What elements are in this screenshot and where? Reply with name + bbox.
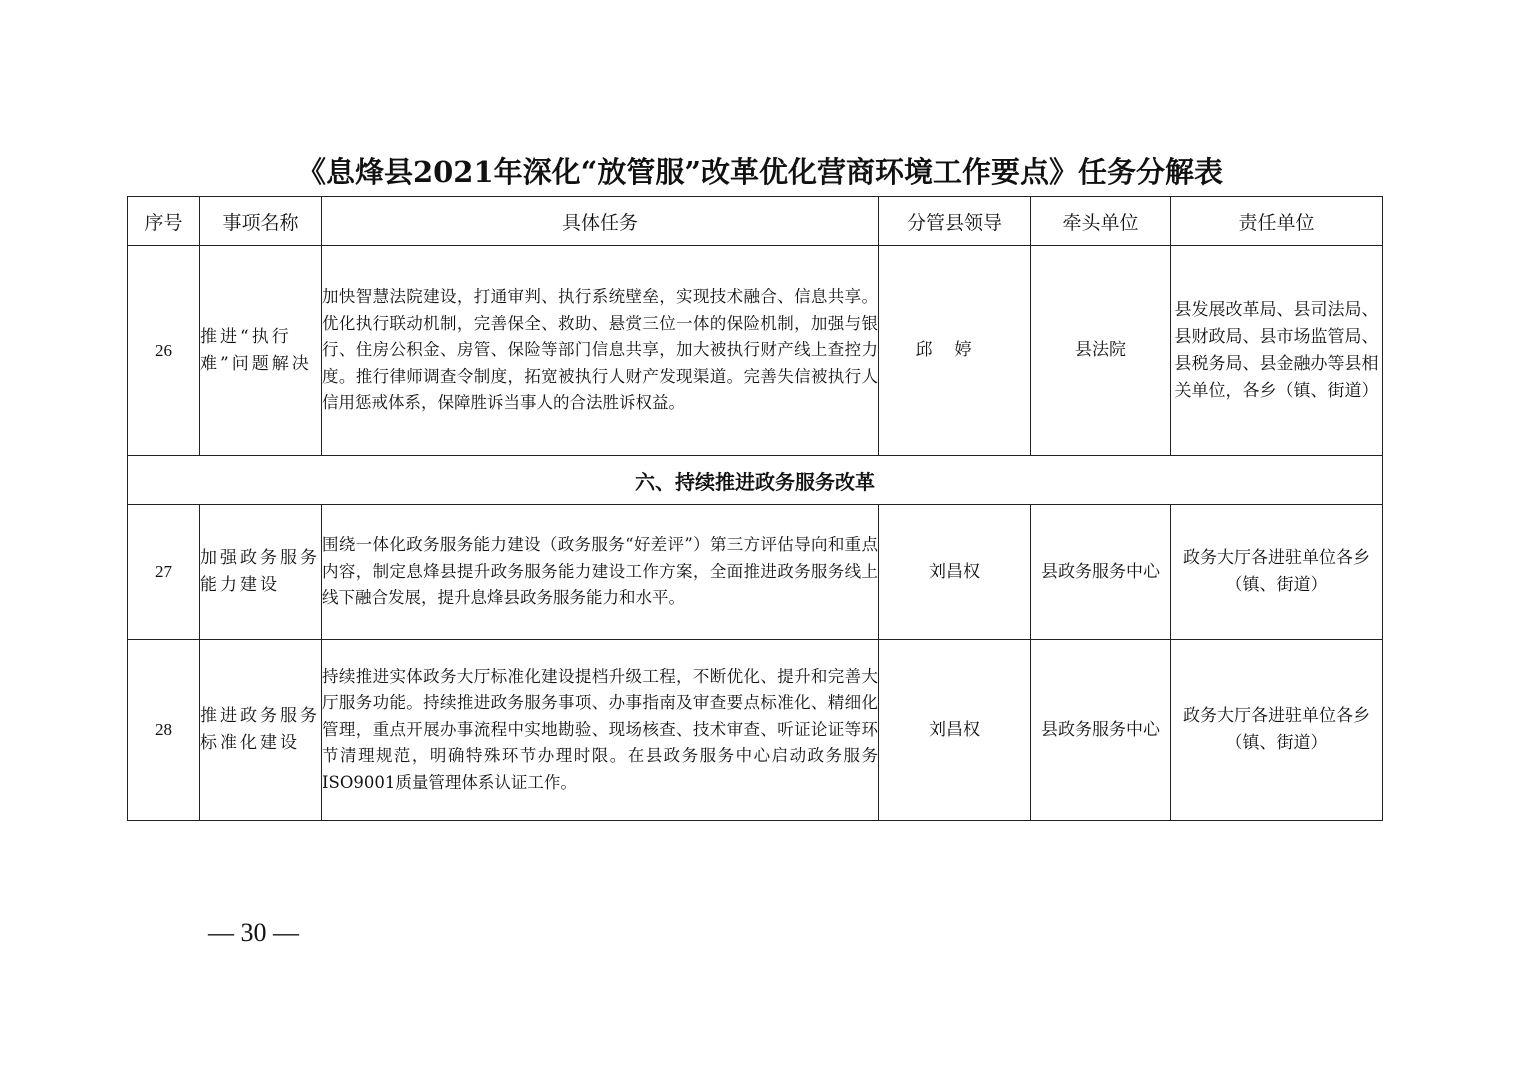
leader-name: 刘昌权 bbox=[879, 505, 1031, 640]
header-responsible: 责任单位 bbox=[1171, 197, 1383, 246]
row-number: 26 bbox=[128, 246, 200, 456]
lead-unit: 县政务服务中心 bbox=[1031, 640, 1171, 821]
header-item: 事项名称 bbox=[200, 197, 322, 246]
responsible-units: 县发展改革局、县司法局、县财政局、县市场监管局、县税务局、县金融办等县相关单位，各乡（镇、街道） bbox=[1171, 246, 1383, 456]
item-name: 推进政务服务标准化建设 bbox=[200, 640, 322, 821]
page-title: 《息烽县2021年深化“放管服”改革优化营商环境工作要点》任务分解表 bbox=[296, 155, 1224, 189]
task-description: 加快智慧法院建设，打通审判、执行系统壁垒，实现技术融合、信息共享。优化执行联动机制，完善保全、救助、悬赏三位一体的保险机制，加强与银行、住房公积金、房管、保险等部门信息共享，加大被执行财产线上查控力度。推行律师调查令制度，拓宽被执行人财产发现渠道。完善失信被执行人信用惩戒体系，保障胜诉当事人的合法胜诉权益。 bbox=[322, 246, 879, 456]
leader-name: 邱婷 bbox=[879, 246, 1031, 456]
lead-unit: 县法院 bbox=[1031, 246, 1171, 456]
table-row bbox=[128, 640, 1383, 821]
leader-name: 刘昌权 bbox=[879, 640, 1031, 821]
responsible-units: 政务大厅各进驻单位各乡（镇、街道） bbox=[1171, 640, 1383, 821]
header-leader: 分管县领导 bbox=[879, 197, 1031, 246]
section-heading: 六、持续推进政务服务改革 bbox=[128, 456, 1383, 505]
task-description: 持续推进实体政务大厅标准化建设提档升级工程，不断优化、提升和完善大厅服务功能。持续推进政务服务事项、办事指南及审查要点标准化、精细化管理，重点开展办事流程中实地勘验、现场核查、技术审查、听证论证等环节清理规范，明确特殊环节办理时限。在县政务服务中心启动政务服务ISO9001质量管理体系认证工作。 bbox=[322, 640, 879, 821]
item-name: 加强政务服务能力建设 bbox=[200, 505, 322, 640]
responsible-units: 政务大厅各进驻单位各乡（镇、街道） bbox=[1171, 505, 1383, 640]
header-no: 序号 bbox=[128, 197, 200, 246]
table-row bbox=[128, 246, 1383, 456]
header-task: 具体任务 bbox=[322, 197, 879, 246]
task-decomposition-table bbox=[127, 196, 1383, 821]
task-description: 围绕一体化政务服务能力建设（政务服务“好差评”）第三方评估导向和重点内容，制定息烽县提升政务服务能力建设工作方案，全面推进政务服务线上线下融合发展，提升息烽县政务服务能力和水平。 bbox=[322, 505, 879, 640]
row-number: 27 bbox=[128, 505, 200, 640]
table-row bbox=[128, 505, 1383, 640]
header-lead-unit: 牵头单位 bbox=[1031, 197, 1171, 246]
item-name: 推进“执行难”问题解决 bbox=[200, 246, 322, 456]
row-number: 28 bbox=[128, 640, 200, 821]
lead-unit: 县政务服务中心 bbox=[1031, 505, 1171, 640]
table-header-row bbox=[128, 197, 1383, 246]
page-number: — 30 — bbox=[208, 918, 299, 947]
section-row bbox=[128, 456, 1383, 505]
